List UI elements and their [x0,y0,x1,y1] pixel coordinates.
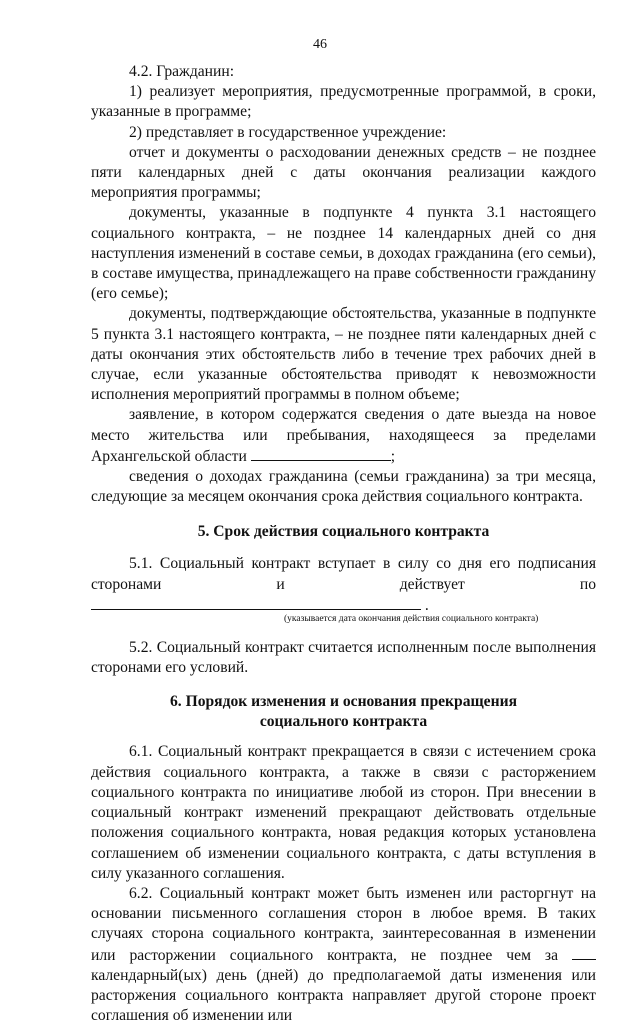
paragraph-tail: . [424,596,429,614]
section-heading [91,692,596,732]
paragraph: 6.1. Социальный контракт прекращается в связи с истечением срока действия социального контракта, а также в связи с расторжением социального контракта по инициативе любой из сторон. При внесении в социальный контракт изменений прекращают действовать отдельные положения социального контракта, новая редакция которых установлена соглашением об изменении социального контракта, с даты вступления в силу указанного соглашения. [91,743,596,882]
paragraph: 2) представляет в государственное учреждение: [129,123,447,141]
heading-line: социального контракта [259,713,428,731]
paragraph-text: заявление, в котором содержатся сведения о дате выезда на новое место жительства или пребывания, находящееся за пределами Архангельской области [91,406,596,465]
paragraph: документы, указанные в подпункте 4 пункта 3.1 настоящего социального контракта, – не позднее 14 календарных дней со дня наступления изменений в составе семьи, в доходах гражданина (его семьи), в составе имущества, принадлежащего на праве собственности гражданину (его семье); [91,204,596,303]
document-body [91,62,596,1026]
field-caption: (указывается дата окончания действия социального контракта) [284,614,539,625]
blank-line [251,446,391,461]
blank-line [572,945,596,960]
paragraph [91,405,596,467]
paragraph-text: 5.1. Социальный контракт вступает в силу со дня его подписания сторонами и действует по [91,555,596,593]
paragraph: 1) реализует мероприятия, предусмотренные программой, в сроки, указанные в программе; [91,83,596,121]
paragraph-text: 6.2. Социальный контракт может быть изменен или расторгнут на основании письменного соглашения сторон в любое время. В таких случаях сторона социального контракта, заинтересованная в изменении или расторжении социального контракта, не позднее чем за [91,884,596,964]
date-blank-line [91,595,421,610]
paragraph: отчет и документы о расходовании денежных средств – не позднее пяти календарных дней с даты окончания реализации каждого мероприятия программы; [91,143,596,202]
section-heading: 5. Срок действия социального контракта [197,523,490,541]
spacer [91,630,596,638]
caption-row [91,616,596,630]
page-number: 46 [313,37,327,52]
heading-line: 6. Порядок изменения и основания прекращения [169,693,518,711]
paragraph [91,554,596,616]
paragraph: документы, подтверждающие обстоятельства, указанные в подпункте 5 пункта 3.1 настоящего контракта, – не позднее пяти календарных дней с даты окончания этих обстоятельств либо в течение трех рабочих дней в случае, если указанные обстоятельства приводят к невозможности исполнения мероприятий программы в полном объеме; [91,305,596,404]
paragraph-tail: ; [390,447,396,465]
paragraph [91,884,596,1026]
paragraph: 5.2. Социальный контракт считается исполненным после выполнения сторонами его условий. [91,639,596,677]
paragraph: 4.2. Гражданин: [129,63,235,80]
paragraph: сведения о доходах гражданина (семьи гражданина) за три месяца, следующие за месяцем окончания срока действия социального контракта. [91,468,596,506]
paragraph-text: календарный(ых) день (дней) до предполагаемой даты изменения или расторжения социального контракта направляет другой стороне проект соглашения об изменении или [91,966,596,1025]
